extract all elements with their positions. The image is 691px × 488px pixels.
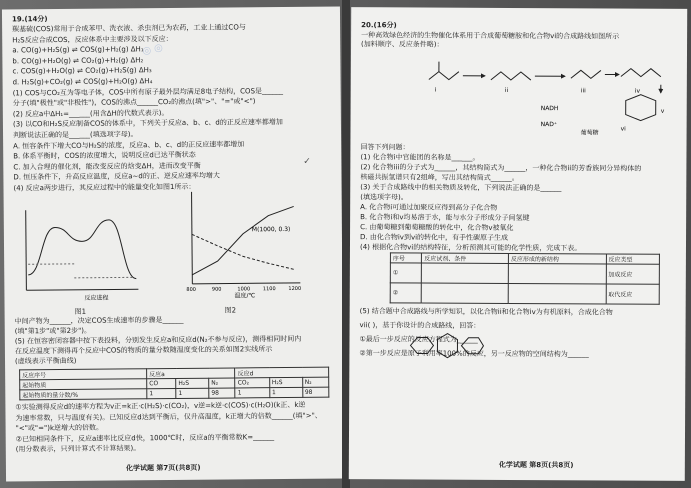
table-cell: 起始物质 <box>20 379 147 390</box>
text-line: d. H₂S(g)+CO₂(g) ⇌ COS(g)+H₂O(g) ΔH₄ <box>12 77 153 87</box>
table-cell: 反应形成的新结构 <box>508 253 606 264</box>
table-cell: ① <box>390 263 421 283</box>
text-line: (2) 化合物iii的分子式为______，其结构简式为______，一种化合物ii的芳香族同分异构体的 <box>360 163 642 173</box>
fig2-tick-label: 1200 <box>288 285 302 292</box>
text-line: vii( )，基于你设计的合成路线，回答： <box>359 321 481 330</box>
text-line: a. CO(g)+H₂S(g) ⇌ COS(g)+H₂(g) ΔH₁ <box>12 45 144 55</box>
text-line: D. 恒压条件下，升高反应温度，反应a~d的正、逆反应速率均增大 <box>13 171 220 182</box>
page-footer-left: 化学试题 第7页(共8页) <box>125 463 201 473</box>
text-line: C. 由葡萄糖到葡萄糖酸的转化中，化合物v被氧化 <box>360 223 514 232</box>
table-cell: 反应类型 <box>606 254 660 264</box>
text-line: A. 化合物i可通过加聚反应得到高分子化合物 <box>360 203 498 212</box>
text-line: (4) 反应a两步进行，其反应过程中的能量变化如图1所示： <box>13 182 196 193</box>
reaction-scheme <box>421 49 681 140</box>
nadplus-label: NAD⁺ <box>540 121 558 129</box>
table-cell <box>508 283 606 304</box>
figure-2 <box>174 187 305 303</box>
table-cell: 1 <box>269 387 302 397</box>
compound-vii-structure <box>405 325 485 365</box>
scheme-label: iii <box>580 87 586 95</box>
text-line: (3) 关于合成路线中的相关物质及转化，下列说法正确的是______ <box>360 183 562 193</box>
structure-i <box>429 72 459 80</box>
scheme-label: v <box>660 107 665 115</box>
watermark: ◎ ◎ <box>141 42 164 58</box>
text-line: ①最后一步反应的反应方程式为______ <box>359 335 478 344</box>
table-cell: 98 <box>209 388 236 398</box>
structure-iii <box>571 70 601 78</box>
table-header-row <box>390 253 659 264</box>
table-cell: 取代反应 <box>606 284 660 304</box>
table-cell: H₂S <box>176 378 209 388</box>
fig1-caption: 图1 <box>74 307 87 316</box>
text-line: (填"第1步"或"第2步")。 <box>14 326 92 336</box>
text-line: B. 体系平衡时，COS的浓度增大，说明反应d已达平衡状态 <box>13 150 196 161</box>
table-cell: 98 <box>302 387 329 397</box>
text-line: B. 化合物i和v均易溶于水，能与水分子形成分子间氢键 <box>360 213 530 223</box>
feed-table <box>19 367 329 401</box>
table-cell: 1 <box>147 388 176 398</box>
text-line: ②已知相同条件下，反应a速率比反应d快，1000℃时，反应a的平衡常数K=______ <box>15 432 275 443</box>
table-cell: 1 <box>235 388 269 398</box>
table-cell: 起始物质的量分数/% <box>20 389 147 400</box>
scheme-label: ii <box>504 86 509 94</box>
table-cell: N₂ <box>209 378 236 388</box>
scheme-label: i <box>434 86 437 94</box>
text-line: 一种高效绿色经济的生物催化体系用于合成葡萄糖胺和化合物vi的合成路线如图所示 <box>361 31 620 41</box>
fig1-y-axis <box>26 210 27 290</box>
q20-header: 20.(16分) <box>361 21 397 30</box>
text-line: (2) 反应a中ΔH₁=______(用含ΔH的代数式表示)。 <box>12 108 169 119</box>
table-row <box>390 283 659 304</box>
table-cell: 反应d <box>235 367 329 378</box>
text-line: 判断说法正确的是______(填选项字母)。 <box>13 130 138 140</box>
table-cell: 加成反应 <box>606 264 660 284</box>
text-line: 中间产物为______，决定COS生成速率的步骤是______ <box>14 315 184 326</box>
text-line: ②第一步反应是原子利用率100%的反应，另一反应物的空间结构为______ <box>359 349 589 359</box>
fig1-x-axis <box>26 289 138 290</box>
text-line: (用分数表示，只列计算式不计算结果)。 <box>15 444 141 454</box>
figure-1 <box>14 203 143 304</box>
text-line: ①实验测得反应d的速率方程为v正=k正·c(H₂S)·c(CO₂)，v逆=k逆·c(COS)·c(H₂O)(k正、k逆 <box>15 400 306 412</box>
left-page <box>2 7 344 482</box>
text-line: c. COS(g)+H₂O(g) ⇌ CO₂(g)+H₂S(g) ΔH₃ <box>12 66 152 76</box>
q19-header: 19.(14分) <box>11 15 48 24</box>
fig2-tick-label: 900 <box>211 286 222 293</box>
text-line: (4) 根据化合物vi的结构特征，分析预测其可能的化学性质，完成下表。 <box>359 243 582 253</box>
structure-ii <box>491 72 531 80</box>
text-line: (5) 结合题中合成路线与所学知识，以化合物ii和化合物iv为有机原料，合成化合物 <box>359 307 613 317</box>
table-cell: H₂S <box>269 377 302 387</box>
table-cell: CO₂ <box>235 378 269 388</box>
table-cell <box>508 263 606 284</box>
fig2-series-dashed <box>192 233 294 270</box>
table-cell: 反应试剂、条件 <box>422 253 509 263</box>
fig2-y-axis <box>192 192 193 284</box>
fig1-xlabel: 反应进程 <box>84 294 109 302</box>
table-cell: 1 <box>176 388 209 398</box>
fig2-point-label: M(1000, 0.3) <box>251 225 291 234</box>
table-row <box>20 387 329 400</box>
fig2-xlabel: 温度/℃ <box>234 292 256 300</box>
table-cell: ② <box>390 283 421 303</box>
text-line: b. CO(g)+H₂O(g) ⇌ CO₂(g)+H₂(g) ΔH₂ <box>12 56 144 66</box>
text-line: "<"或"=")k逆增大的倍数。 <box>15 423 104 433</box>
fig2-caption: 图2 <box>224 306 237 315</box>
text-line: 羰基硫(COS)常用于合成苯甲、洗衣液、杀虫剂已为农药，工业上通过CO与 <box>12 23 246 34</box>
text-line: (填选项字母)。 <box>360 193 408 202</box>
text-line: C. 加入合理的催化剂，能改变反应的焓变ΔH，进而改变平衡 <box>13 161 201 172</box>
text-line: (加料顺序、反应条件略)： <box>361 40 444 49</box>
fig1-level-line <box>74 277 134 278</box>
structure-iv <box>621 69 661 77</box>
table-cell: 序号 <box>390 253 421 263</box>
fig2-tick-label: 800 <box>186 286 196 293</box>
scheme-label: vi <box>620 125 626 133</box>
text-line: 核磁共振氢谱只有2组峰，写出其结构简式______。 <box>360 173 519 183</box>
text-line: 在反应温度下测得再个反应中COS的物质的量分数随温度变化的关系如图2实线所示 <box>14 345 273 356</box>
table-cell: CO <box>147 378 176 388</box>
fig2-tick-label: 1100 <box>262 286 276 293</box>
handwritten-mark: ✓ <box>303 156 311 167</box>
text-line: (5) 在恒容密闭容器中按下表投料，分别发生反应a和反应d(N₂不参与反应)，测得相同时间内 <box>14 334 302 346</box>
table-cell: N₂ <box>302 377 329 387</box>
glucose-label: 葡萄糖 <box>580 129 599 137</box>
text-line: H₂S反应合成COS，反应体系中主要涉及以下反应： <box>12 34 173 44</box>
fig1-energy-curve <box>28 220 137 280</box>
property-table <box>390 252 660 304</box>
fig2-tick-label: 1000 <box>237 286 251 293</box>
nadh-label: NADH <box>540 105 559 113</box>
text-line: A. 恒容条件下增大CO与H₂S的浓度，反应a、b、c、d的正反应速率都增加 <box>13 139 245 150</box>
text-line: (3) 以CO和H₂S反应制备COS的体系中，下列关于反应a、b、c、d的正反应速率都增加 <box>12 118 283 129</box>
text-line: (1) 化合物i中官能团的名称是______。 <box>360 153 480 162</box>
right-page <box>349 7 687 481</box>
text-line: D. 由化合物iv到vi的转化中，有手性碳原子生成 <box>360 233 509 242</box>
table-cell <box>422 283 509 303</box>
table-row <box>390 263 659 284</box>
table-cell: 反应a <box>147 368 236 379</box>
text-line: 回答下列问题： <box>360 143 410 152</box>
table-cell: 反应序号 <box>20 369 147 380</box>
text-line: (1) COS与CO₂互为等电子体，COS中所有原子最外层均满足8电子结构，COS是______ <box>12 86 284 97</box>
table-cell <box>422 263 509 283</box>
structure-v <box>626 95 656 121</box>
text-line: 分子(填"极性"或"非极性")，COS的沸点______CO₂的沸点(填">"、"="或"<") <box>12 97 256 108</box>
text-line: 为速率常数，只与温度有关)。已知反应d达到平衡后，仅升高温度，k正增大的倍数______(填">"、 <box>15 411 322 422</box>
text-line: (虚线表示平衡曲线) <box>14 356 77 366</box>
scheme-label: iv <box>634 87 641 95</box>
fig2-x-axis <box>192 283 300 284</box>
page-footer-right: 化学试题 第8页(共8页) <box>498 460 574 470</box>
